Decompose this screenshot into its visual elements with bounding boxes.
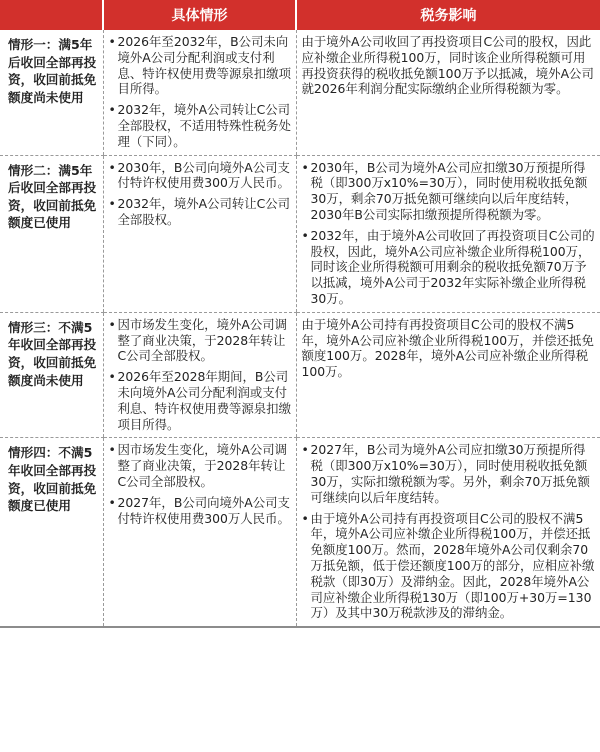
bullet-icon: • xyxy=(108,196,116,212)
table-row xyxy=(0,312,600,438)
bullet-icon: • xyxy=(108,102,116,118)
scenario-label: 情形四：不满5年收回全部再投资，收回前抵免额度已使用 xyxy=(0,438,103,627)
bullet-icon: • xyxy=(108,34,116,49)
table-header-row xyxy=(0,0,600,30)
bullet-icon: • xyxy=(108,159,116,175)
bullet-icon: • xyxy=(108,494,116,510)
impact-cell xyxy=(296,30,600,155)
scenario-label: 情形一：满5年后收回全部再投资，收回前抵免额度尚未使用 xyxy=(0,30,103,155)
list-item: • 2032年，由于境外A公司收回了再投资项目C公司的股权，因此，境外A公司应补缴企业所得税100万，同时该企业所得税额可用剩余的税收抵免额70万予以抵减，境外A公司于2032年实际补缴企业所得税30万。 xyxy=(301,227,595,306)
scenario-label: 情形三：不满5年收回全部再投资，收回前抵免额度尚未使用 xyxy=(0,312,103,438)
bullet-icon: • xyxy=(301,159,309,175)
list-item: • 2027年，B公司向境外A公司支付特许权使用费300万人民币。 xyxy=(108,494,290,526)
list-item: • 2030年，B公司为境外A公司应扣缴30万预提所得税（即300万x10%=30万），同时使用税收抵免额30万，剩余70万抵免额可继续向以后年度结转，2030年B公司实际扣缴预提所得税额为零。 xyxy=(301,159,588,222)
bullet-icon: • xyxy=(301,442,309,458)
list-item: • 2027年，B公司为境外A公司应扣缴30万预提所得税（即300万x10%=30万），同时使用税收抵免额30万，实际扣缴税额为零。另外，剩余70万抵免额可继续向以后年度结转。 xyxy=(301,442,590,505)
impact-text: 由于境外A公司持有再投资项目C公司的股权不满5年，境外A公司应补缴企业所得税100万，并偿还抵免额度100万。2028年，境外A公司应补缴企业所得税100万。 xyxy=(301,316,594,380)
bullet-icon: • xyxy=(301,510,309,526)
header-situation: 具体情形 xyxy=(103,0,296,30)
header-blank-cell xyxy=(0,0,103,30)
list-item: • 2026年至2032年，B公司未向境外A公司分配利润或支付利息、特许权使用费等源泉扣缴项目所得。 xyxy=(108,34,291,97)
list-item: • 因市场发生变化，境外A公司调整了商业决策，于2028年转让C公司全部股权。 xyxy=(108,442,288,489)
header-tax-impact: 税务影响 xyxy=(296,0,600,30)
bullet-icon: • xyxy=(301,227,309,243)
table-row xyxy=(0,30,600,155)
list-item: • 因市场发生变化，境外A公司调整了商业决策，于2028年转让C公司全部股权。 xyxy=(108,316,288,364)
table-row xyxy=(0,155,600,312)
impact-cell xyxy=(296,438,600,627)
situation-cell xyxy=(103,312,296,438)
situation-cell xyxy=(103,438,296,627)
bullet-icon: • xyxy=(108,442,116,458)
impact-text: 由于境外A公司收回了再投资项目C公司的股权，因此应补缴企业所得税100万，同时该企业所得税额可用再投资获得的税收抵免额100万予以抵减，境外A公司就2026年利润分配实际缴纳企业所得税额为零。 xyxy=(301,34,594,97)
list-item: • 2032年，境外A公司转让C公司全部股权，不适用特殊性税务处理（下同）。 xyxy=(108,102,291,149)
situation-cell xyxy=(103,30,296,155)
bullet-icon: • xyxy=(108,369,116,385)
impact-cell xyxy=(296,312,600,438)
situation-cell xyxy=(103,155,296,312)
list-item: • 2030年，B公司向境外A公司支付特许权使用费300万人民币。 xyxy=(108,159,290,191)
impact-cell xyxy=(296,155,600,312)
bullet-icon: • xyxy=(108,316,116,332)
list-item: • 2026年至2028年期间，B公司未向境外A公司分配利润或支付利息、特许权使用费等源泉扣缴项目所得。 xyxy=(108,369,291,432)
list-item: • 由于境外A公司持有再投资项目C公司的股权不满5年，境外A公司应补缴企业所得税100万，并偿还抵免额度100万。然而，2028年境外A公司仅剩余70万抵免额，低于偿还额度100万的部分，应相应补缴税款（即30万）及滞纳金。因此，2028年境外A公司应补缴企业所得税130万（即100万+30万=130万）及其中30万税款涉及的滞纳金。 xyxy=(301,510,595,621)
table-row xyxy=(0,438,600,627)
list-item: • 2032年，境外A公司转让C公司全部股权。 xyxy=(108,196,291,227)
scenario-label: 情形二：满5年后收回全部再投资，收回前抵免额度已使用 xyxy=(0,155,103,312)
